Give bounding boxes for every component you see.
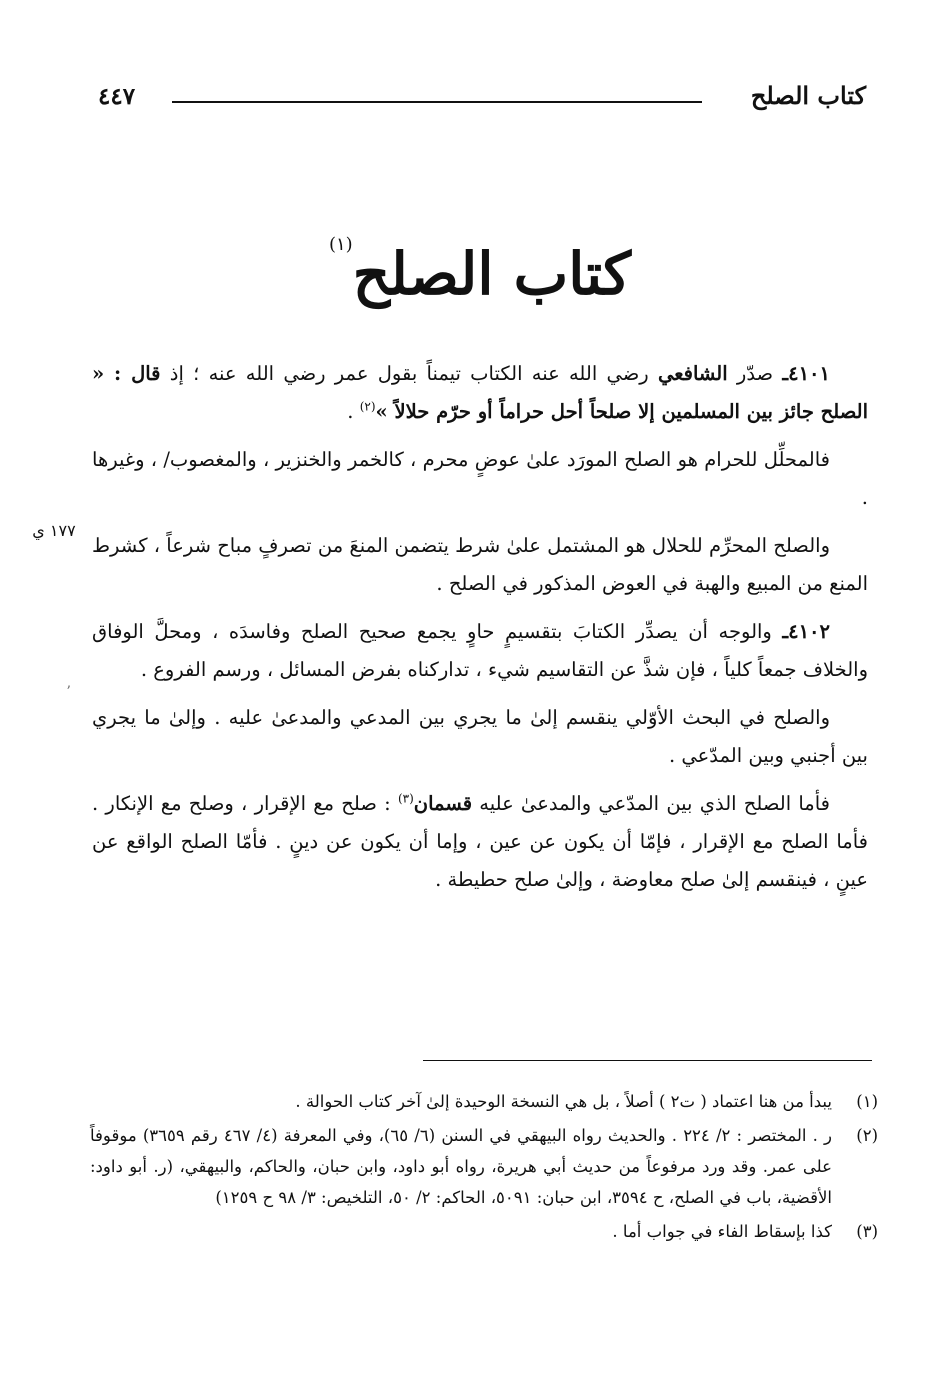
footnote-text: يبدأ من هنا اعتماد ( ت٢ ) أصلاً ، بل هي النسخة الوحيدة إلىٰ آخر كتاب الحوالة . [295,1092,832,1111]
footnote-marker: (٣) [856,1222,878,1241]
running-header-title: كتاب الصلح [750,81,866,110]
footnote-item [90,1086,878,1117]
paragraph: والصلح في البحث الأوّلي ينقسم إلىٰ ما يجري بين المدعي والمدعىٰ عليه . وإلىٰ ما يجري بين أجنبي وبين المدّعي . [92,706,868,767]
bold-name: الشافعي [657,362,728,385]
bold-term: قسمان [413,792,473,815]
footnote-ref: (٣) [397,791,414,806]
stray-ink-mark: ʼ [66,684,71,700]
paragraph [92,785,868,899]
footnote-ref: (٢) [359,399,376,414]
chapter-title [300,226,660,336]
text-run: صدّر [727,362,783,385]
text-run: فأما الصلح الذي بين المدّعي والمدعىٰ عليه [472,792,830,815]
footnotes [90,1086,878,1250]
paragraph-number: ٤١٠٢ـ [782,620,830,643]
paragraph: والصلح المحرِّم للحلال هو المشتمل علىٰ شرط يتضمن المنعَ من تصرفٍ مباح شرعاً ، كشرط المنع من المبيع والهبة في العوض المذكور في الصلح . [92,534,868,595]
text-run: والوجه أن يصدِّر الكتابَ بتقسيمٍ حاوٍ يجمع صحيح الصلح وفاسدَه ، ومحلَّ الوفاق والخلاف جمعاً كلياً ، فإن شذَّ عن التقاسيم شيء ، تداركناه بفرض المسائل ، ورسم الفروع . [92,620,868,681]
text-run: رضي الله عنه الكتاب تيمناً بقول عمر رضي الله عنه ؛ إذ [160,362,658,385]
chapter-title-text: كتاب الصلح [352,240,632,308]
chapter-title-footnote-ref: (١) [328,234,353,255]
paragraph: فالمحلِّل للحرام هو الصلح المورَد علىٰ عوضٍ محرم ، كالخمر والخنزير ، والمغصوب/ ، وغيرها . [92,448,868,509]
text-run: : صلح مع الإقرار ، وصلح مع الإنكار . فأما الصلح مع الإقرار ، فإمّا أن يكون عن عين ، وإما أن يكون عن دينٍ . فأمّا الصلح الواقع عن عينٍ ، فينقسم إلىٰ صلح معاوضة ، وإلىٰ صلح حطيطة . [92,792,868,891]
footnote-item [90,1216,878,1247]
footnote-marker: (١) [856,1092,878,1111]
footnote-item [90,1120,878,1213]
footnote-rule [423,1060,872,1061]
paragraph-4102 [92,613,868,689]
footnote-marker: (٢) [856,1126,878,1145]
page-number: ٤٤٧ [98,83,136,110]
paragraph-number: ٤١٠١ـ [782,362,830,385]
main-text [92,355,868,899]
margin-manuscript-ref: ١٧٧ ي [32,521,76,540]
header-rule [172,101,702,103]
hadith-quote: قال : « الصلح جائز بين المسلمين إلا صلحاً أحل حراماً أو حرّم حلالاً » [92,362,868,423]
footnote-text: كذا بإسقاط الفاء في جواب أما . [612,1222,832,1241]
paragraph-4101 [92,355,868,431]
footnote-text: ر . المختصر : ٢/ ٢٢٤ . والحديث رواه البيهقي في السنن (٦/ ٦٥)، وفي المعرفة (٤/ ٤٦٧ رقم ٣٦٥٩) موقوفاً على عمر. وقد ورد مرفوعاً من حديث أبي هريرة، رواه أبو داود، وابن حبان، والحاكم، والبيهقي، (ر. أبو داود: الأقضية، باب في الصلح، ح ٣٥٩٤، ابن حبان: ٥٠٩١، الحاكم: ٢/ ٥٠، التلخيص: ٣/ ٩٨ ح ١٢٥٩) [90,1126,833,1207]
text-run: . [347,400,360,423]
